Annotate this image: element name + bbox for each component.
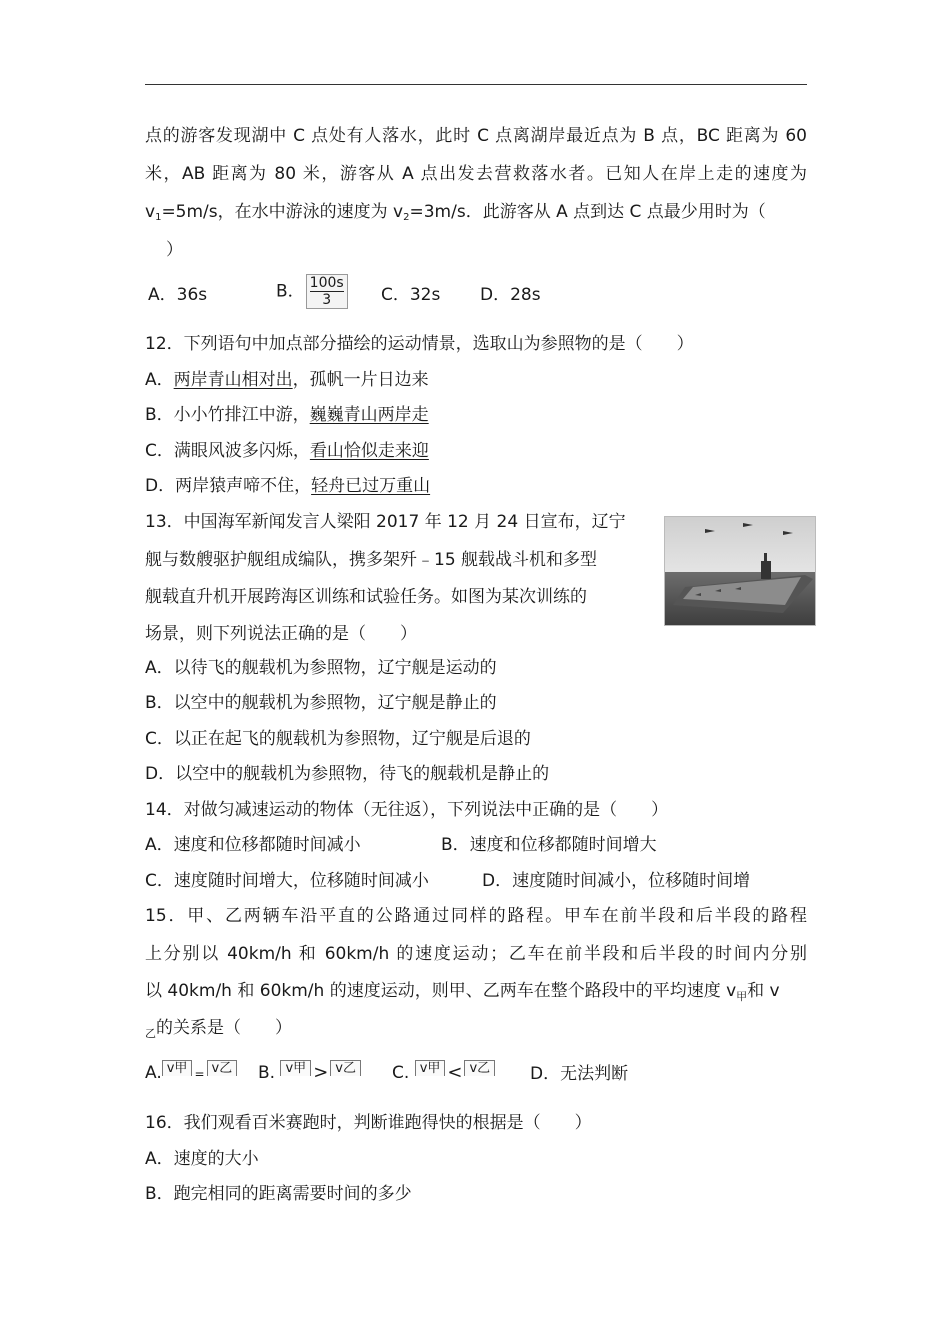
q14-option-c: C．速度随时间增大，位移随时间减小: [145, 871, 429, 891]
q15-option-b: B. v甲 > v乙: [258, 1060, 361, 1085]
q15-line1: 15．甲、乙两辆车沿平直的公路通过同样的路程。甲车在前半段和后半段的路程: [145, 906, 807, 926]
q12-option-a: A．两岸青山相对出，孤帆一片日边来: [145, 370, 429, 390]
q11-option-d: D．28s: [480, 285, 541, 305]
aircraft-carrier-image: [665, 517, 815, 625]
q15-option-c: C. v甲 < v乙: [392, 1060, 495, 1085]
header-rule: [145, 84, 807, 85]
q11-line1: 点的游客发现湖中 C 点处有人落水，此时 C 点离湖岸最近点为 B 点，BC 距离为 60: [145, 126, 807, 146]
q15-line4: $_乙$的关系是（ ）: [145, 1018, 292, 1040]
q12-option-c: C．满眼风波多闪烁，看山恰似走来迎: [145, 441, 429, 461]
q14-option-d: D．速度随时间减小，位移随时间增: [482, 871, 751, 891]
q13-line1: 13．中国海军新闻发言人梁阳 2017 年 12 月 24 日宣布，辽宁: [145, 512, 626, 532]
q16-stem: 16．我们观看百米赛跑时，判断谁跑得快的根据是（ ）: [145, 1113, 592, 1133]
q11-line4: ）: [166, 240, 183, 260]
q13-option-c: C．以正在起飞的舰载机为参照物，辽宁舰是后退的: [145, 729, 531, 749]
q12-option-b: B．小小竹排江中游，巍巍青山两岸走: [145, 405, 429, 425]
q15-option-a: A. v甲 = v乙: [145, 1060, 237, 1086]
q14-stem: 14．对做匀减速运动的物体（无往返），下列说法中正确的是（ ）: [145, 800, 669, 820]
q13-option-a: A．以待飞的舰载机为参照物，辽宁舰是运动的: [145, 658, 497, 678]
q13-option-d: D．以空中的舰载机为参照物，待飞的舰载机是静止的: [145, 764, 550, 784]
q11-option-c: C．32s: [381, 285, 441, 305]
q11-line3: $v_1=5m/s$，在水中游泳的速度为 $v_2=3m/s$．此游客从 A 点到达 C 点最少用时为（: [145, 202, 766, 223]
q15-line2: 上分别以 40km/h 和 60km/h 的速度运动；乙车在前半段和后半段的时间内分别: [145, 944, 807, 964]
q13-line4: 场景，则下列说法正确的是（ ）: [145, 624, 417, 644]
q15-line3: 以 40km/h 和 60km/h 的速度运动，则甲、乙两车在整个路段中的平均速度 $v_甲$和 v: [145, 981, 780, 1003]
fraction-image: $\frac{100s}{3}$: [306, 274, 348, 309]
q11-option-a: A．36s: [148, 285, 208, 305]
q12-option-d: D．两岸猿声啼不住，轻舟已过万重山: [145, 476, 431, 496]
q11-line2: 米，AB 距离为 80 米，游客从 A 点出发去营救落水者。已知人在岸上走的速度为: [145, 164, 807, 184]
q13-option-b: B．以空中的舰载机为参照物，辽宁舰是静止的: [145, 693, 497, 713]
q13-line2: 舰与数艘驱护舰组成编队，携多架歼﹣15 舰载战斗机和多型: [145, 550, 598, 570]
q16-option-b: B．跑完相同的距离需要时间的多少: [145, 1184, 412, 1204]
q16-option-a: A．速度的大小: [145, 1149, 259, 1169]
q12-stem: 12．下列语句中加点部分描绘的运动情景，选取山为参照物的是（ ）: [145, 334, 694, 354]
q13-line3: 舰载直升机开展跨海区训练和试验任务。如图为某次训练的: [145, 587, 587, 607]
q11-option-b: B． $\frac{100s}{3}$: [276, 274, 348, 309]
q14-option-a: A．速度和位移都随时间减小: [145, 835, 361, 855]
aircraft-carrier-photo: [664, 516, 816, 626]
q15-option-d: D．无法判断: [530, 1064, 629, 1084]
q14-option-b: B．速度和位移都随时间增大: [441, 835, 657, 855]
